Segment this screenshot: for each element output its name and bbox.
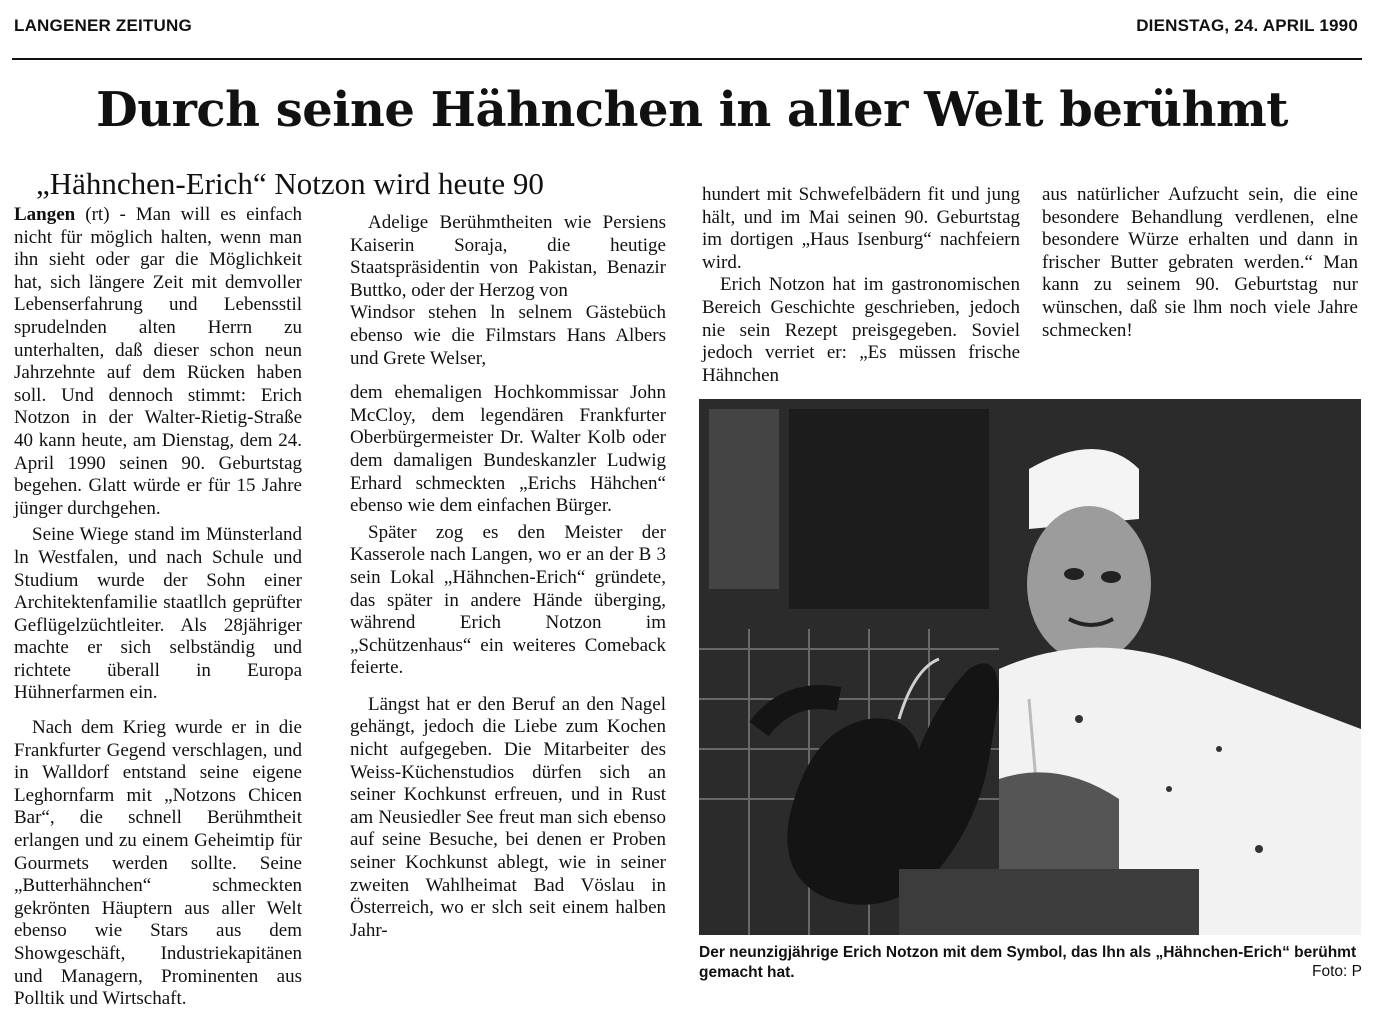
article-column-1 <box>14 204 302 1011</box>
paragraph-4c: dem ehemaligen Hochkommissar John McCloy, dem legendären Frankfurter Oberbürgermeister Dr. Walter Kolb oder dem damaligen Bundeskanzler Ludwig Erhard schmeckten „Erichs Hähchen“ ebenso wie dem einfachen Bürger. <box>350 382 666 517</box>
photo-caption: Der neunzigjährige Erich Notzon mit dem Symbol, das lhn als „Hähnchen-Erich“ berühmt gemacht hat. <box>699 944 1357 981</box>
article-column-4 <box>1042 184 1358 342</box>
paragraph-1 <box>14 204 302 520</box>
paragraph-4b: Windsor stehen ln selnem Gästebüch ebenso wie die Filmstars Hans Albers und Grete Welser, <box>350 302 666 369</box>
masthead-rule <box>12 58 1362 60</box>
paragraph-3: Nach dem Krieg wurde er in die Frankfurter Gegend verschlagen, und in Walldorf entstand seine eigene Leghornfarm mit „Notzons Chicen Bar“, die schnell Berühmtheit erlangen und zu einem Geheimtip für Gourmets werden sollte. Seine „Butterhähnchen“ schmeckten gekrönten Häuptern aus aller Welt ebenso wie Stars aus dem Showgeschäft, Industriekapitänen und Managern, Prominenten aus Polltik und Wirtschaft. <box>14 717 302 1010</box>
paragraph-2: Seine Wiege stand im Münsterland ln Westfalen, und nach Schule und Studium wurde der Sohn einer Architektenfamilie staatllch geprüfter Geflügelzüchtleiter. Als 28jähriger machte er sich selbständig und richtete überall in Europa Hühnerfarmen ein. <box>14 524 302 704</box>
paragraph-1-text: (rt) - Man will es einfach nicht für möglich halten, wenn man ihn sieht oder gar die Möglichkeit hat, sich längere Zeit mit demvoller Lebenserfahrung und Lebensstil sprudelnden alten Herrn zu unterhalten, daß dieser schon neun Jahrzehnte auf dem Rücken haben soll. Und dennoch stimmt: Erich Notzon in der Walter-Rietig-Straße 40 kann heute, am Dienstag, dem 24. April 1990 seinen 90. Geburtstag begehen. Glatt würde er für 15 Jahre jünger durchgehen. <box>14 204 302 519</box>
photo-credit: Foto: P <box>1312 963 1362 980</box>
article-subheadline: „Hähnchen-Erich“ Notzon wird heute 90 <box>36 166 544 201</box>
paragraph-7a: Erich Notzon hat im gastronomischen Bereich Geschichte geschrieben, jedoch nie sein Rezept preisgegeben. Soviel jedoch verriet er: „Es müssen frische Hähnchen <box>702 274 1020 386</box>
photo-illustration <box>699 399 1361 935</box>
portrait-photo <box>699 399 1361 935</box>
newspaper-name: LANGENER ZEITUNG <box>14 16 192 35</box>
paragraph-7b: aus natürlicher Aufzucht sein, die eine besondere Behandlung verdlenen, elne besondere Würze erhalten und dann in frischer Butter gebraten werden.“ Man kann zu seinem 90. Geburtstag nur wünschen, daß sie lhm noch viele Jahre schmecken! <box>1042 184 1358 341</box>
paragraph-6a: Längst hat er den Beruf an den Nagel gehängt, jedoch die Liebe zum Kochen nicht aufgegeben. Die Mitarbeiter des Weiss-Küchenstudios dürfen sich an seiner Kochkunst erfreuen, und in Rust am Neusiedler See freut man sich ebenso auf seine Besuche, bei denen er Proben seiner Kochkunst ablegt, wie in seiner zweiten Wahlheimat Bad Vöslau in Österreich, wo er slch seit einem halben Jahr- <box>350 693 666 941</box>
article-headline: Durch seine Hähnchen in aller Welt berühmt <box>96 82 1288 138</box>
article-column-2 <box>350 212 666 942</box>
issue-date: DIENSTAG, 24. APRIL 1990 <box>1136 16 1358 35</box>
paragraph-6b: hundert mit Schwefelbädern fit und jung hält, und im Mai seinen 90. Geburtstag im dortigen „Haus Isenburg“ nachfeiern wird. <box>702 184 1020 273</box>
article-column-3 <box>702 184 1020 387</box>
paragraph-4a: Adelige Berühmtheiten wie Persiens Kaiserin Soraja, die heutige Staatspräsidentin von Pakistan, Benazir Buttko, oder der Herzog von <box>350 212 666 301</box>
paragraph-5: Später zog es den Meister der Kasserole nach Langen, wo er an der B 3 sein Lokal „Hähnchen-Erich“ gründete, das später in andere Hände überging, während Erich Notzon im „Schützenhaus“ ein weiteres Comeback feierte. <box>350 521 666 679</box>
dateline: Langen <box>14 204 76 225</box>
